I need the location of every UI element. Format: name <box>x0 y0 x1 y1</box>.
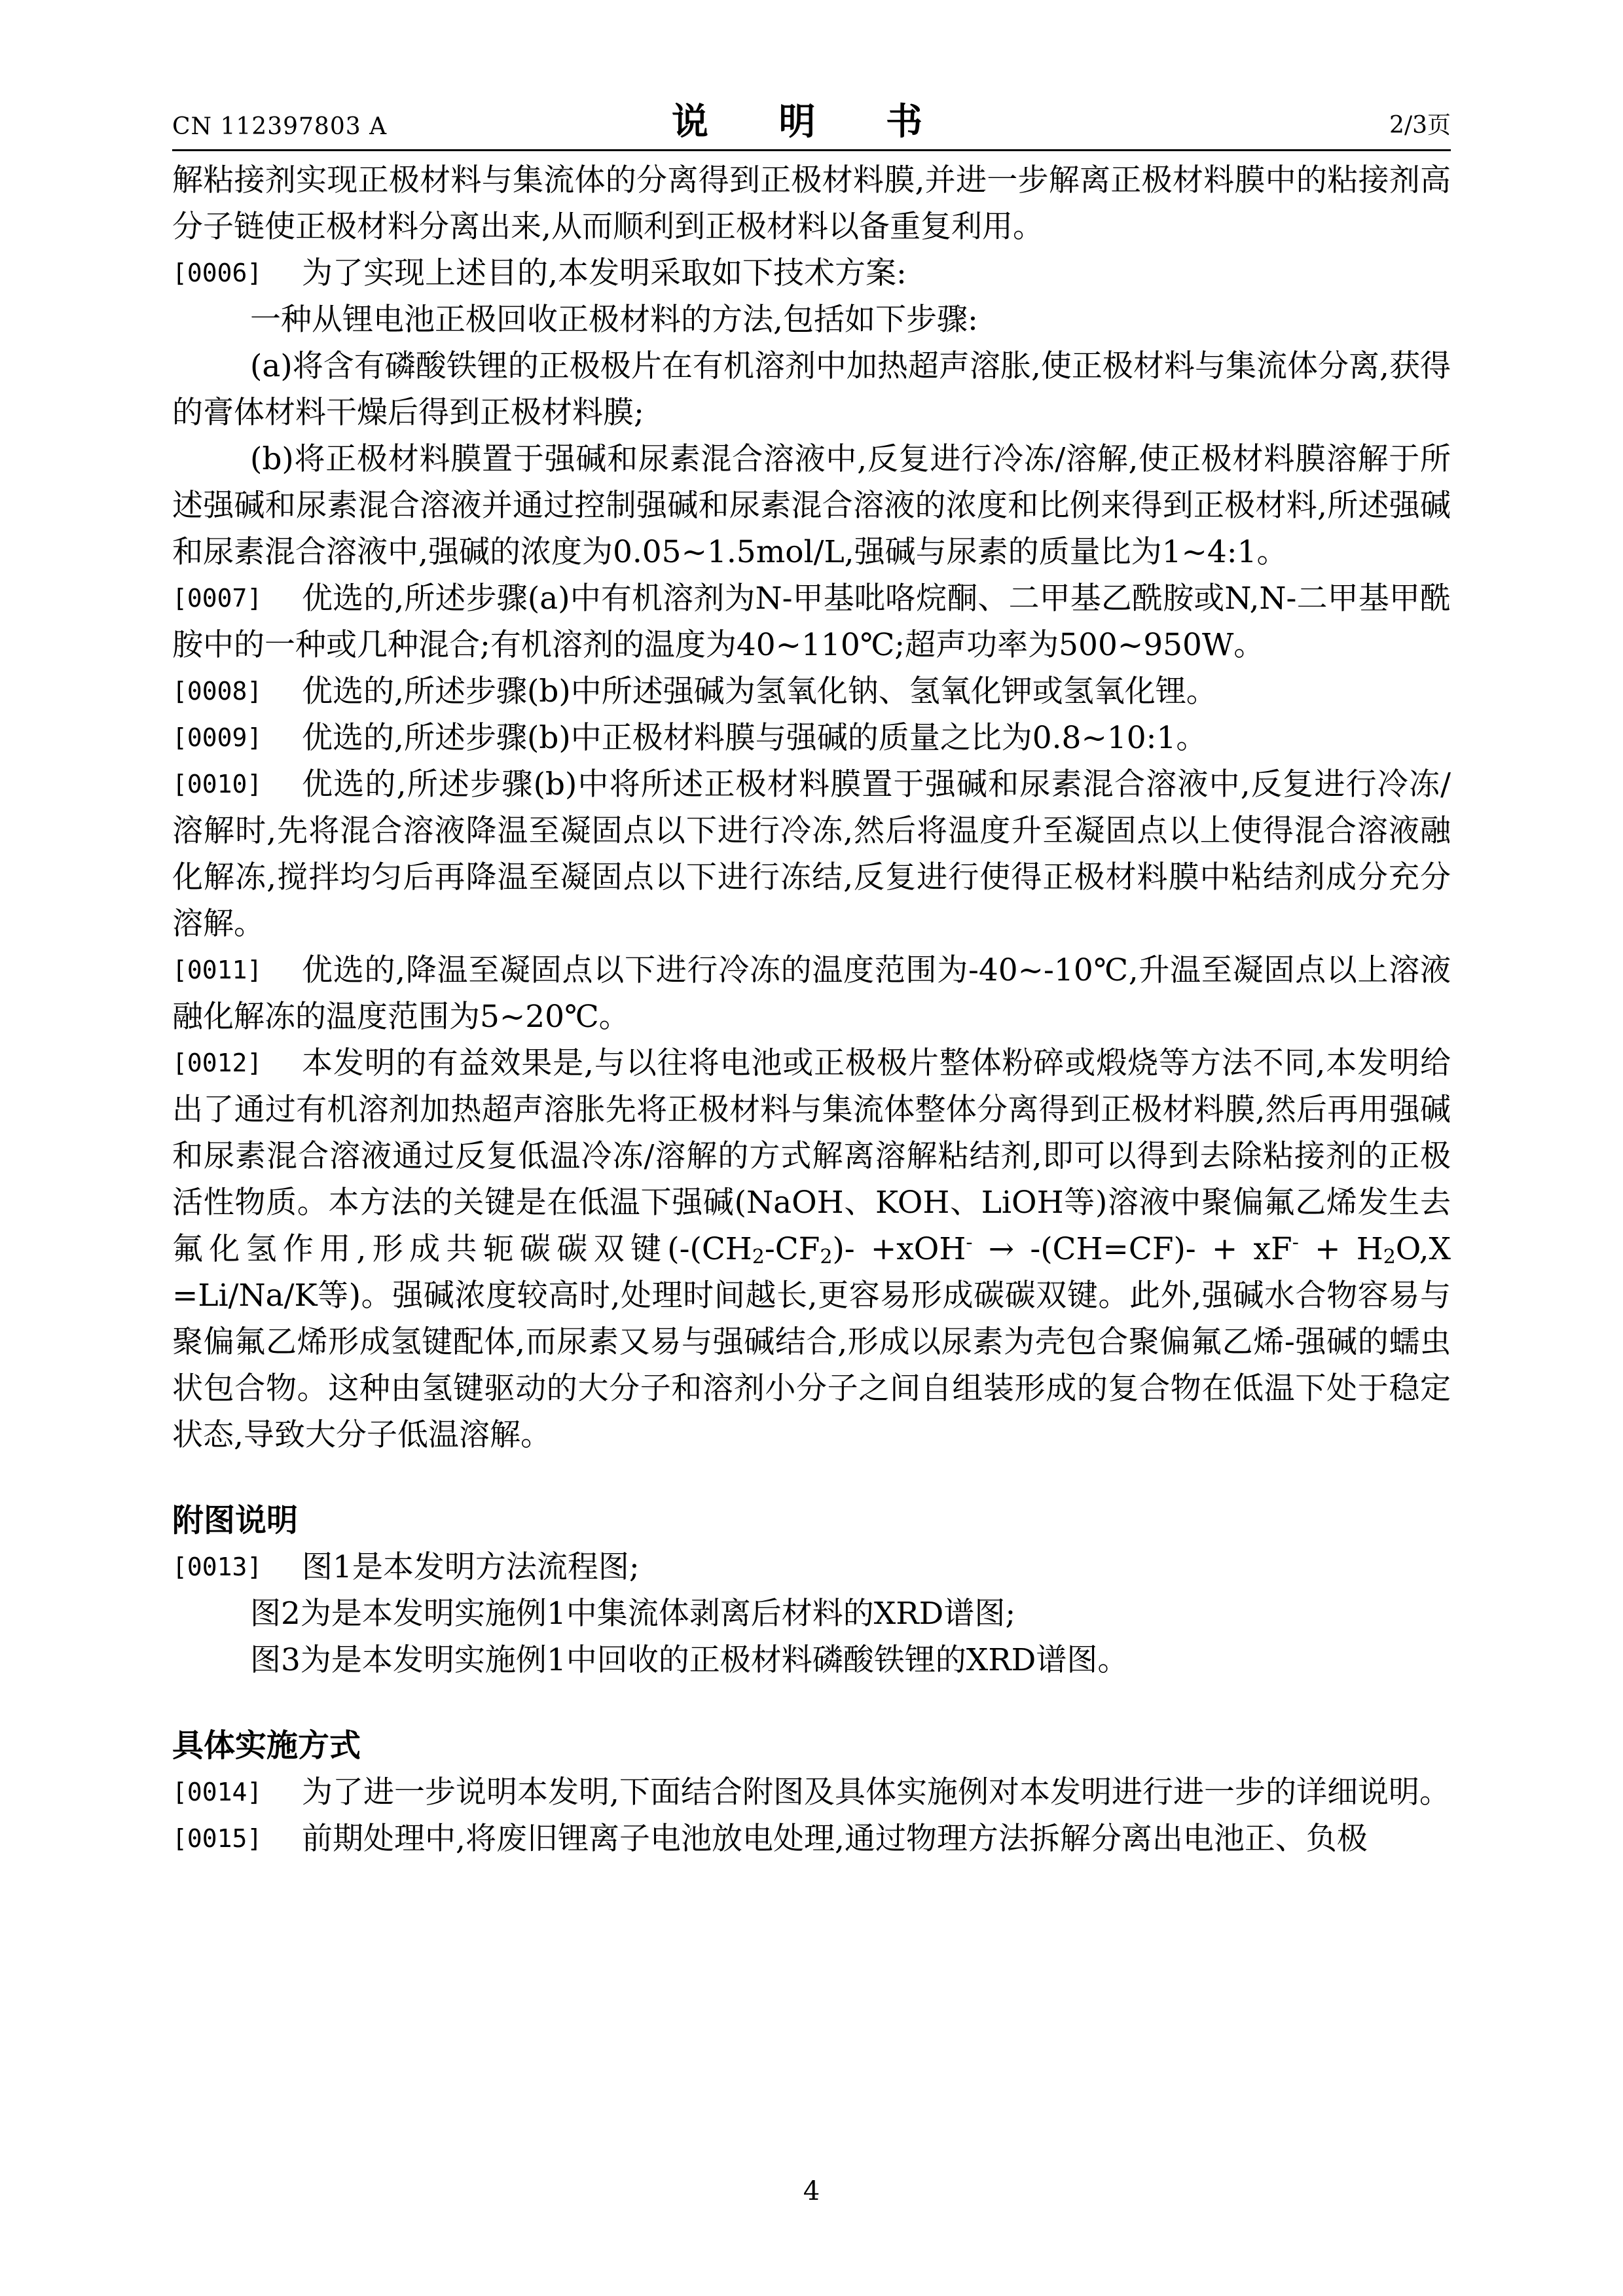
section-heading-figures: 附图说明 <box>172 1502 299 1539</box>
figure-caption-3: 图3为是本发明实施例1中回收的正极材料磷酸铁锂的XRD谱图。 <box>250 1642 1129 1678</box>
paragraph-0014 <box>172 1769 1451 1816</box>
paragraph-tag: [0006] <box>172 259 263 287</box>
paragraph-text: 为了实现上述目的,本发明采取如下技术方案: <box>302 255 907 291</box>
figure-caption-2: 图2为是本发明实施例1中集流体剥离后材料的XRD谱图; <box>250 1596 1016 1632</box>
header-rule <box>172 149 1451 151</box>
formula-text: + H <box>1298 1231 1383 1267</box>
paragraph-0009 <box>172 715 1451 761</box>
document-number: CN 112397803 A <box>172 113 388 140</box>
document-title: 说 明 书 <box>672 101 951 143</box>
formula-text: -CF <box>764 1231 820 1267</box>
paragraph-text: 前期处理中,将废旧锂离子电池放电处理,通过物理方法拆解分离出电池正、负极 <box>302 1821 1368 1857</box>
paragraph-tag: [0011] <box>172 956 263 984</box>
paragraph-text: 优选的,所述步骤(b)中所述强碱为氢氧化钠、氢氧化钾或氢氧化锂。 <box>302 673 1217 709</box>
figure-caption-1: 图1是本发明方法流程图; <box>302 1549 640 1585</box>
paragraph-0008 <box>172 668 1451 715</box>
paragraph-tag: [0015] <box>172 1824 263 1853</box>
step-b: (b)将正极材料膜置于强碱和尿素混合溶液中,反复进行冷冻/溶解,使正极材料膜溶解于所述强碱和尿素混合溶液并通过控制强碱和尿素混合溶液的浓度和比例来得到正极材料,所述强碱和尿素混合溶液中,强碱的浓度为0.05~1.5mol/L,强碱与尿素的质量比为1~4:1。 <box>172 441 1451 570</box>
paragraph-tag: [0012] <box>172 1049 263 1077</box>
paragraph-text: 优选的,所述步骤(b)中正极材料膜与强碱的质量之比为0.8~10:1。 <box>302 720 1207 756</box>
page-reference: 2/3页 <box>1389 112 1451 139</box>
formula-subscript: 2 <box>820 1246 833 1268</box>
paragraph-0006 <box>172 250 1451 296</box>
paragraph-tag: [0007] <box>172 584 263 613</box>
formula-superscript: - <box>1292 1231 1299 1254</box>
paragraph-tag: [0008] <box>172 677 263 706</box>
page-number: 4 <box>803 2176 820 2206</box>
formula-superscript: - <box>966 1231 973 1254</box>
paragraph-0010 <box>172 761 1451 947</box>
formula-subscript: 2 <box>752 1246 765 1268</box>
paragraph-0011 <box>172 947 1451 1040</box>
paragraph-text: 优选的,降温至凝固点以下进行冷冻的温度范围为-40~-10℃,升温至凝固点以上溶液融化解冻的温度范围为5~20℃。 <box>172 952 1451 1035</box>
paragraph-tag: [0014] <box>172 1778 263 1806</box>
step-a: (a)将含有磷酸铁锂的正极极片在有机溶剂中加热超声溶胀,使正极材料与集流体分离,获得的膏体材料干燥后得到正极材料膜; <box>172 348 1451 431</box>
document-body <box>172 157 1451 1862</box>
paragraph-text: 优选的,所述步骤(a)中有机溶剂为N-甲基吡咯烷酮、二甲基乙酰胺或N,N-二甲基甲酰胺中的一种或几种混合;有机溶剂的温度为40~110℃;超声功率为500~950W。 <box>172 581 1451 663</box>
paragraph-tag: [0010] <box>172 770 263 798</box>
paragraph-0015 <box>172 1816 1451 1862</box>
formula-subscript: 2 <box>1383 1246 1396 1268</box>
page-header <box>172 97 1451 149</box>
section-heading-embodiment: 具体实施方式 <box>172 1727 361 1764</box>
paragraph-text: O,X =Li/Na/K等)。强碱浓度较高时,处理时间越长,更容易形成碳碳双键。此外,强碱水合物容易与聚偏氟乙烯形成氢键配体,而尿素又易与强碱结合,形成以尿素为壳包合聚偏氟乙烯-强碱的蠕虫状包合物。这种由氢键驱动的大分子和溶剂小分子之间自组装形成的复合物在低温下处于稳定状态,导致大分子低温溶解。 <box>172 1231 1451 1453</box>
paragraph-text: 本发明的有益效果是,与以往将电池或正极极片整体粉碎或煅烧等方法不同,本发明给出了通过有机溶剂加热超声溶胀先将正极材料与集流体整体分离得到正极材料膜,然后再用强碱和尿素混合溶液通过反复低温冷冻/溶解的方式解离溶解粘结剂,即可以得到去除粘接剂的正极活性物质。本方法的关键是在低温下强碱(NaOH、KOH、LiOH等)溶液中聚偏氟乙烯发生去氟化氢作用,形成共轭碳碳双键(-(CH <box>172 1045 1451 1267</box>
formula-text: )- +xOH <box>832 1231 966 1267</box>
method-intro <box>172 296 1451 343</box>
formula-text: → -(CH=CF)- + xF <box>972 1231 1292 1267</box>
paragraph-text: 优选的,所述步骤(b)中将所述正极材料膜置于强碱和尿素混合溶液中,反复进行冷冻/溶解时,先将混合溶液降温至凝固点以下进行冷冻,然后将温度升至凝固点以上使得混合溶液融化解冻,搅拌均匀后再降温至凝固点以下进行冻结,反复进行使得正极材料膜中粘结剂成分充分溶解。 <box>172 766 1451 942</box>
paragraph-tag: [0013] <box>172 1552 263 1581</box>
paragraph-0012 <box>172 1040 1451 1458</box>
paragraph-tag: [0009] <box>172 723 263 752</box>
paragraph-0007 <box>172 575 1451 668</box>
intro-paragraph: 解粘接剂实现正极材料与集流体的分离得到正极材料膜,并进一步解离正极材料膜中的粘接剂高分子链使正极材料分离出来,从而顺利到正极材料以备重复利用。 <box>172 162 1451 245</box>
paragraph-0013 <box>172 1544 1451 1590</box>
paragraph-text: 为了进一步说明本发明,下面结合附图及具体实施例对本发明进行进一步的详细说明。 <box>302 1774 1450 1810</box>
paragraph-text: 一种从锂电池正极回收正极材料的方法,包括如下步骤: <box>250 302 978 338</box>
